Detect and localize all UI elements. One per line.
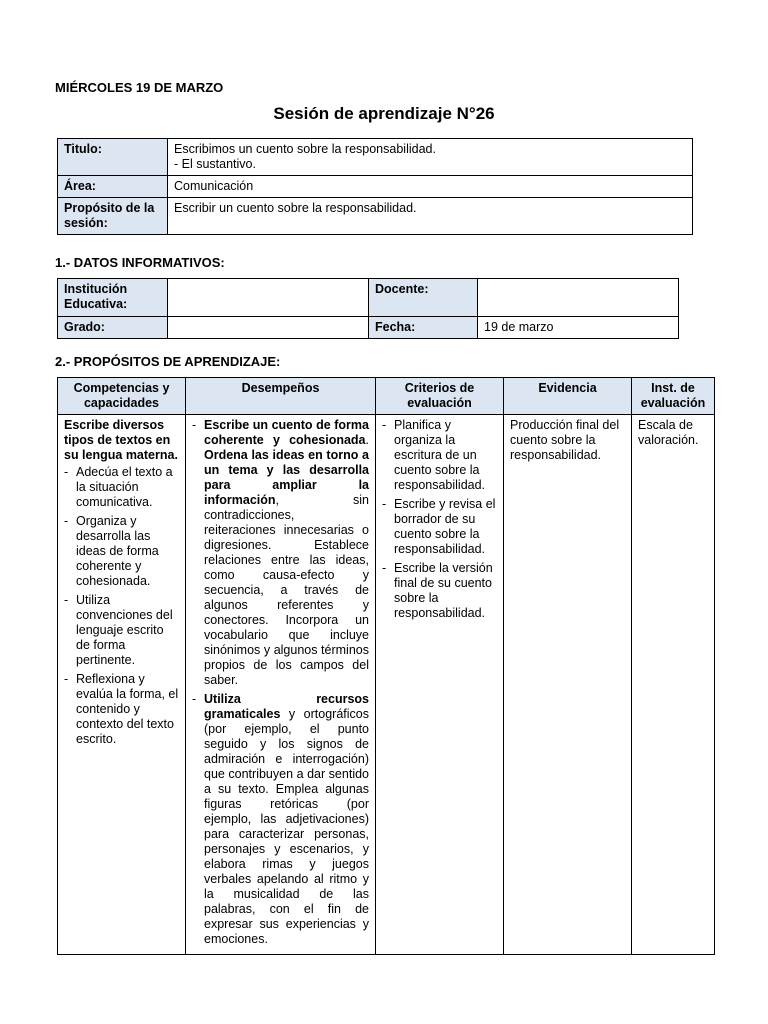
col-header-instrumento: Inst. de evaluación bbox=[632, 378, 715, 415]
capacidades-list bbox=[64, 465, 179, 747]
institucion-label: Institución Educativa: bbox=[58, 279, 168, 317]
list-item: - Adecúa el texto a la situación comunicativa. bbox=[64, 465, 179, 510]
desempeno-2-text: y ortográficos (por ejemplo, el punto seguido y los signos de admiración e interrogación) que contribuyen a dar sentido a su texto. Emplea algunas figuras retóricas (por ejemplo, las adjetivaciones) para caracterizar personas, personajes y escenarios, y elabora rimas y juegos verbales apelando al ritmo y la musicalidad de las palabras, con el fin de expresar sus experiencias y emociones. bbox=[204, 707, 369, 946]
session-date: MIÉRCOLES 19 DE MARZO bbox=[55, 80, 224, 95]
col-header-criterios: Criterios de evaluación bbox=[376, 378, 504, 415]
list-item: - Organiza y desarrolla las ideas de forma coherente y cohesionada. bbox=[64, 514, 179, 589]
page-title: Sesión de aprendizaje N°26 bbox=[273, 104, 495, 123]
titulo-line-2: - El sustantivo. bbox=[174, 157, 256, 171]
list-item bbox=[192, 692, 369, 947]
proposito-value: Escribir un cuento sobre la responsabilidad. bbox=[168, 198, 693, 235]
desempeno-1-bold-a: Escribe un cuento de forma coherente y cohesionada bbox=[204, 418, 369, 447]
desempeno-1-text-a: . bbox=[365, 433, 369, 447]
list-item: - Utiliza convenciones del lenguaje escrito de forma pertinente. bbox=[64, 593, 179, 668]
desempenos-list bbox=[192, 418, 369, 947]
col-header-evidencia: Evidencia bbox=[504, 378, 632, 415]
titulo-label: Titulo: bbox=[58, 139, 168, 176]
col-header-desempenos: Desempeños bbox=[186, 378, 376, 415]
desempeno-2-bold: Utiliza recursos gramaticales bbox=[204, 692, 369, 721]
fecha-value: 19 de marzo bbox=[478, 317, 679, 339]
desempeno-1-text-b: , sin contradicciones, reiteraciones innecesarias o digresiones. Establece relaciones entre las ideas, como causa-efecto y secuencia, a través de algunos referentes y conectores. Incorpora un vocabulario que incluye sinónimos y algunos términos propios de los campos del saber. bbox=[204, 493, 369, 687]
fecha-label: Fecha: bbox=[369, 317, 478, 339]
datos-table bbox=[57, 278, 679, 339]
criterios-cell bbox=[376, 415, 504, 955]
list-item bbox=[192, 418, 369, 688]
docente-value bbox=[478, 279, 679, 317]
evidencia-cell: Producción final del cuento sobre la responsabilidad. bbox=[504, 415, 632, 955]
titulo-value bbox=[168, 139, 693, 176]
desempenos-cell bbox=[186, 415, 376, 955]
datos-heading: 1.- DATOS INFORMATIVOS: bbox=[55, 255, 225, 270]
area-label: Área: bbox=[58, 176, 168, 198]
area-value: Comunicación bbox=[168, 176, 693, 198]
titulo-line-1: Escribimos un cuento sobre la responsabilidad. bbox=[174, 142, 436, 156]
criterios-list bbox=[382, 418, 497, 621]
session-info-table bbox=[57, 138, 693, 235]
institucion-value bbox=[168, 279, 369, 317]
instrumento-cell: Escala de valoración. bbox=[632, 415, 715, 955]
desempeno-1-bold-b: Ordena las ideas en torno a un tema y las desarrolla para ampliar la información bbox=[204, 448, 369, 507]
grado-value bbox=[168, 317, 369, 339]
proposito-label: Propósito de la sesión: bbox=[58, 198, 168, 235]
docente-label: Docente: bbox=[369, 279, 478, 317]
propositos-heading: 2.- PROPÓSITOS DE APRENDIZAJE: bbox=[55, 354, 281, 369]
propositos-table bbox=[57, 377, 715, 955]
list-item: - Reflexiona y evalúa la forma, el contenido y contexto del texto escrito. bbox=[64, 672, 179, 747]
list-item: - Escribe la versión final de su cuento sobre la responsabilidad. bbox=[382, 561, 497, 621]
competencias-cell bbox=[58, 415, 186, 955]
grado-label: Grado: bbox=[58, 317, 168, 339]
col-header-competencias: Competencias y capacidades bbox=[58, 378, 186, 415]
competencia-title: Escribe diversos tipos de textos en su lengua materna. bbox=[64, 418, 178, 462]
list-item: - Planifica y organiza la escritura de un cuento sobre la responsabilidad. bbox=[382, 418, 497, 493]
list-item: - Escribe y revisa el borrador de su cuento sobre la responsabilidad. bbox=[382, 497, 497, 557]
